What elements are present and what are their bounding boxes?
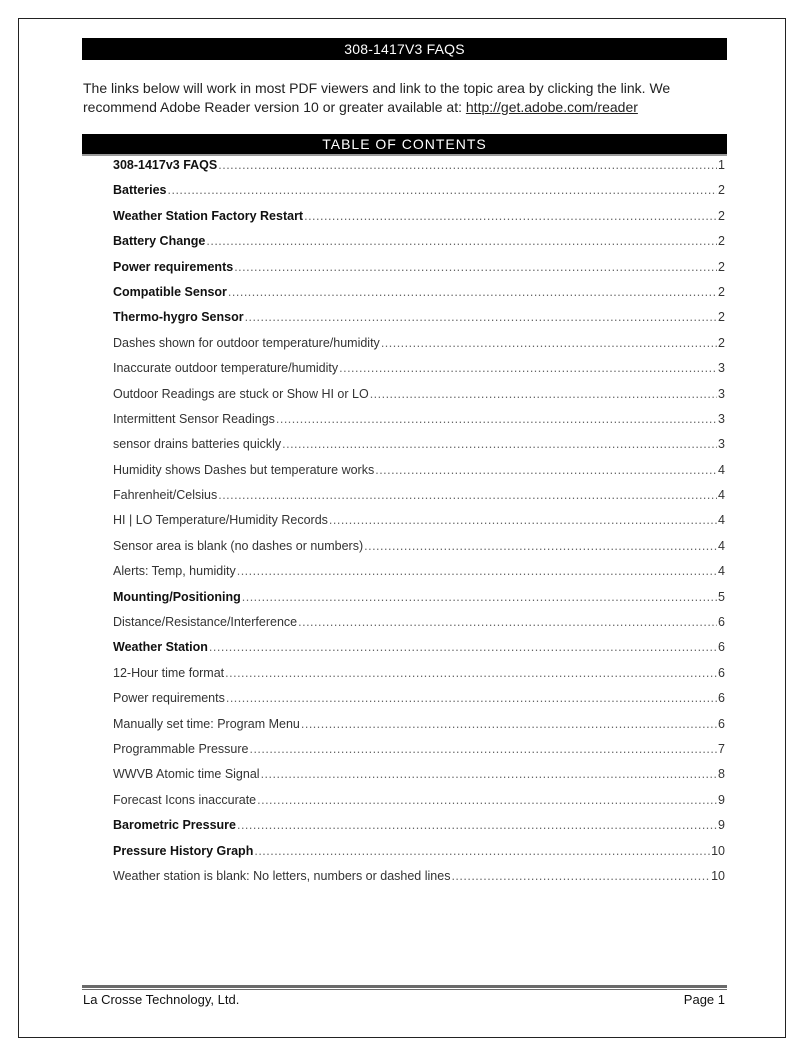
toc-entry[interactable] bbox=[113, 564, 725, 589]
toc-entry-page: 2 bbox=[718, 183, 725, 198]
toc-entry-page: 6 bbox=[718, 665, 725, 680]
toc-leader-dots bbox=[451, 869, 710, 883]
toc-leader-dots bbox=[339, 361, 717, 375]
toc-entry-page: 6 bbox=[718, 615, 725, 630]
toc-entry-page: 4 bbox=[718, 488, 725, 503]
toc-leader-dots bbox=[237, 564, 717, 578]
toc-leader-dots bbox=[375, 463, 717, 477]
toc-entry-page: 4 bbox=[718, 538, 725, 553]
toc-entry-page: 2 bbox=[718, 284, 725, 299]
toc-leader-dots bbox=[218, 488, 717, 502]
toc-entry[interactable] bbox=[113, 336, 725, 361]
toc-entry-label: HI | LO Temperature/Humidity Records bbox=[113, 513, 328, 528]
toc-entry-page: 9 bbox=[718, 818, 725, 833]
toc-entry-page: 4 bbox=[718, 513, 725, 528]
toc-entry[interactable] bbox=[113, 615, 725, 640]
toc-heading: TABLE OF CONTENTS bbox=[82, 134, 727, 154]
toc-entry-label: Batteries bbox=[113, 183, 167, 198]
toc-entry[interactable] bbox=[113, 869, 725, 894]
toc-entry-label: Distance/Resistance/Interference bbox=[113, 615, 298, 630]
toc-entry-label: Forecast Icons inaccurate bbox=[113, 792, 257, 807]
toc-entry-page: 8 bbox=[718, 767, 725, 782]
toc-entry-label: Battery Change bbox=[113, 234, 206, 249]
toc-leader-dots bbox=[209, 640, 717, 654]
footer-company: La Crosse Technology, Ltd. bbox=[83, 992, 240, 1007]
toc-entry-label: Manually set time: Program Menu bbox=[113, 716, 300, 731]
toc-leader-dots bbox=[298, 615, 717, 629]
toc-entry-page: 3 bbox=[718, 411, 725, 426]
toc-leader-dots bbox=[329, 513, 717, 527]
toc-entry[interactable] bbox=[113, 513, 725, 538]
toc-entry-page: 3 bbox=[718, 386, 725, 401]
toc-leader-dots bbox=[276, 412, 717, 426]
toc-entry[interactable] bbox=[113, 209, 725, 234]
toc-entry-page: 4 bbox=[718, 564, 725, 579]
toc-entry-label: Power requirements bbox=[113, 691, 225, 706]
toc-entry[interactable] bbox=[113, 361, 725, 386]
toc-entry-page: 2 bbox=[718, 208, 725, 223]
toc-entry-label: Dashes shown for outdoor temperature/humidity bbox=[113, 335, 380, 350]
toc-entry-label: 12-Hour time format bbox=[113, 665, 225, 680]
footer-divider-thin bbox=[82, 989, 727, 990]
toc-leader-dots bbox=[370, 387, 717, 401]
toc-entry-label: Programmable Pressure bbox=[113, 741, 249, 756]
toc-entry[interactable] bbox=[113, 666, 725, 691]
toc-entry-label: Fahrenheit/Celsius bbox=[113, 488, 218, 503]
toc-leader-dots bbox=[218, 158, 717, 172]
toc-leader-dots bbox=[254, 844, 710, 858]
toc-entry-label: Weather station is blank: No letters, numbers or dashed lines bbox=[113, 868, 451, 883]
page-title: 308-1417V3 FAQS bbox=[82, 38, 727, 60]
toc-entry-page: 2 bbox=[718, 335, 725, 350]
toc-entry-page: 6 bbox=[718, 640, 725, 655]
toc-leader-dots bbox=[225, 666, 717, 680]
toc-entry-page: 5 bbox=[718, 589, 725, 604]
toc-leader-dots bbox=[282, 437, 717, 451]
toc-leader-dots bbox=[304, 209, 717, 223]
toc-entry[interactable] bbox=[113, 412, 725, 437]
toc-entry-label: Humidity shows Dashes but temperature works bbox=[113, 462, 375, 477]
toc-leader-dots bbox=[168, 183, 718, 197]
footer-page-number: Page 1 bbox=[683, 992, 725, 1007]
toc-entry[interactable] bbox=[113, 717, 725, 742]
intro-paragraph bbox=[83, 79, 728, 117]
toc-entry[interactable] bbox=[113, 260, 725, 285]
adobe-reader-link[interactable]: http://get.adobe.com/reader bbox=[465, 99, 638, 115]
toc-entry[interactable] bbox=[113, 767, 725, 792]
toc-leader-dots bbox=[301, 717, 717, 731]
toc-entry[interactable] bbox=[113, 590, 725, 615]
toc-entry-page: 9 bbox=[718, 792, 725, 807]
toc-entry-page: 10 bbox=[711, 843, 725, 858]
toc-entry-label: Outdoor Readings are stuck or Show HI or LO bbox=[113, 386, 369, 401]
toc-leader-dots bbox=[206, 234, 717, 248]
toc-entry[interactable] bbox=[113, 437, 725, 462]
toc-entry-page: 3 bbox=[718, 361, 725, 376]
toc-entry-page: 2 bbox=[718, 234, 725, 249]
toc-leader-dots bbox=[249, 742, 717, 756]
toc-leader-dots bbox=[237, 818, 717, 832]
toc-entry[interactable] bbox=[113, 183, 725, 208]
toc-entry-page: 6 bbox=[718, 716, 725, 731]
toc-leader-dots bbox=[261, 767, 717, 781]
toc-leader-dots bbox=[234, 260, 717, 274]
toc-entry-label: Mounting/Positioning bbox=[113, 589, 241, 604]
toc-leader-dots bbox=[228, 285, 717, 299]
toc-entry-label: Weather Station bbox=[113, 640, 208, 655]
toc-leader-dots bbox=[242, 590, 717, 604]
footer-divider bbox=[82, 985, 727, 988]
toc-entry-label: WWVB Atomic time Signal bbox=[113, 767, 260, 782]
toc-entry-page: 2 bbox=[718, 259, 725, 274]
toc-entry-page: 1 bbox=[718, 158, 725, 172]
toc-entry-label: Pressure History Graph bbox=[113, 843, 254, 858]
toc-entry[interactable] bbox=[113, 310, 725, 335]
toc-entry-label: Sensor area is blank (no dashes or numbers) bbox=[113, 538, 364, 553]
toc-entry[interactable] bbox=[113, 793, 725, 818]
toc-entry-label: Alerts: Temp, humidity bbox=[113, 564, 236, 579]
toc-entry-label: Inaccurate outdoor temperature/humidity bbox=[113, 361, 339, 376]
toc-entry-page: 3 bbox=[718, 437, 725, 452]
toc-entry-label: Power requirements bbox=[113, 259, 234, 274]
toc-entry[interactable] bbox=[113, 387, 725, 412]
intro-text: The links below will work in most PDF viewers and link to the topic area by clicking the link. We recommend Adobe Reader version 10 or greater available at: bbox=[83, 80, 671, 115]
toc-entry[interactable] bbox=[113, 742, 725, 767]
toc-heading-rule bbox=[82, 154, 727, 156]
toc-entry[interactable] bbox=[113, 158, 725, 183]
toc-entry-label: sensor drains batteries quickly bbox=[113, 437, 282, 452]
toc-entry-label: Weather Station Factory Restart bbox=[113, 208, 304, 223]
toc-leader-dots bbox=[257, 793, 717, 807]
toc-entry-label: Barometric Pressure bbox=[113, 818, 236, 833]
toc-leader-dots bbox=[226, 691, 717, 705]
toc-leader-dots bbox=[245, 310, 717, 324]
toc-entry-label: Intermittent Sensor Readings bbox=[113, 411, 275, 426]
toc-entry-page: 7 bbox=[718, 741, 725, 756]
toc-entry[interactable] bbox=[113, 234, 725, 259]
toc-leader-dots bbox=[364, 539, 717, 553]
toc-entry[interactable] bbox=[113, 691, 725, 716]
toc-entry-page: 6 bbox=[718, 691, 725, 706]
toc-entry-page: 4 bbox=[718, 462, 725, 477]
toc-entry[interactable] bbox=[113, 539, 725, 564]
toc-entry-page: 10 bbox=[711, 868, 725, 883]
toc-entry-label: Thermo-hygro Sensor bbox=[113, 310, 244, 325]
toc-entry-label: 308-1417v3 FAQS bbox=[113, 158, 218, 172]
toc-entry[interactable] bbox=[113, 463, 725, 488]
toc-leader-dots bbox=[381, 336, 717, 350]
toc-entry-label: Compatible Sensor bbox=[113, 284, 227, 299]
toc-entry-page: 2 bbox=[718, 310, 725, 325]
toc-entry[interactable] bbox=[113, 640, 725, 665]
toc-entry[interactable] bbox=[113, 488, 725, 513]
toc-entry[interactable] bbox=[113, 818, 725, 843]
toc-entry[interactable] bbox=[113, 844, 725, 869]
toc-entry[interactable] bbox=[113, 285, 725, 310]
table-of-contents bbox=[113, 158, 725, 894]
